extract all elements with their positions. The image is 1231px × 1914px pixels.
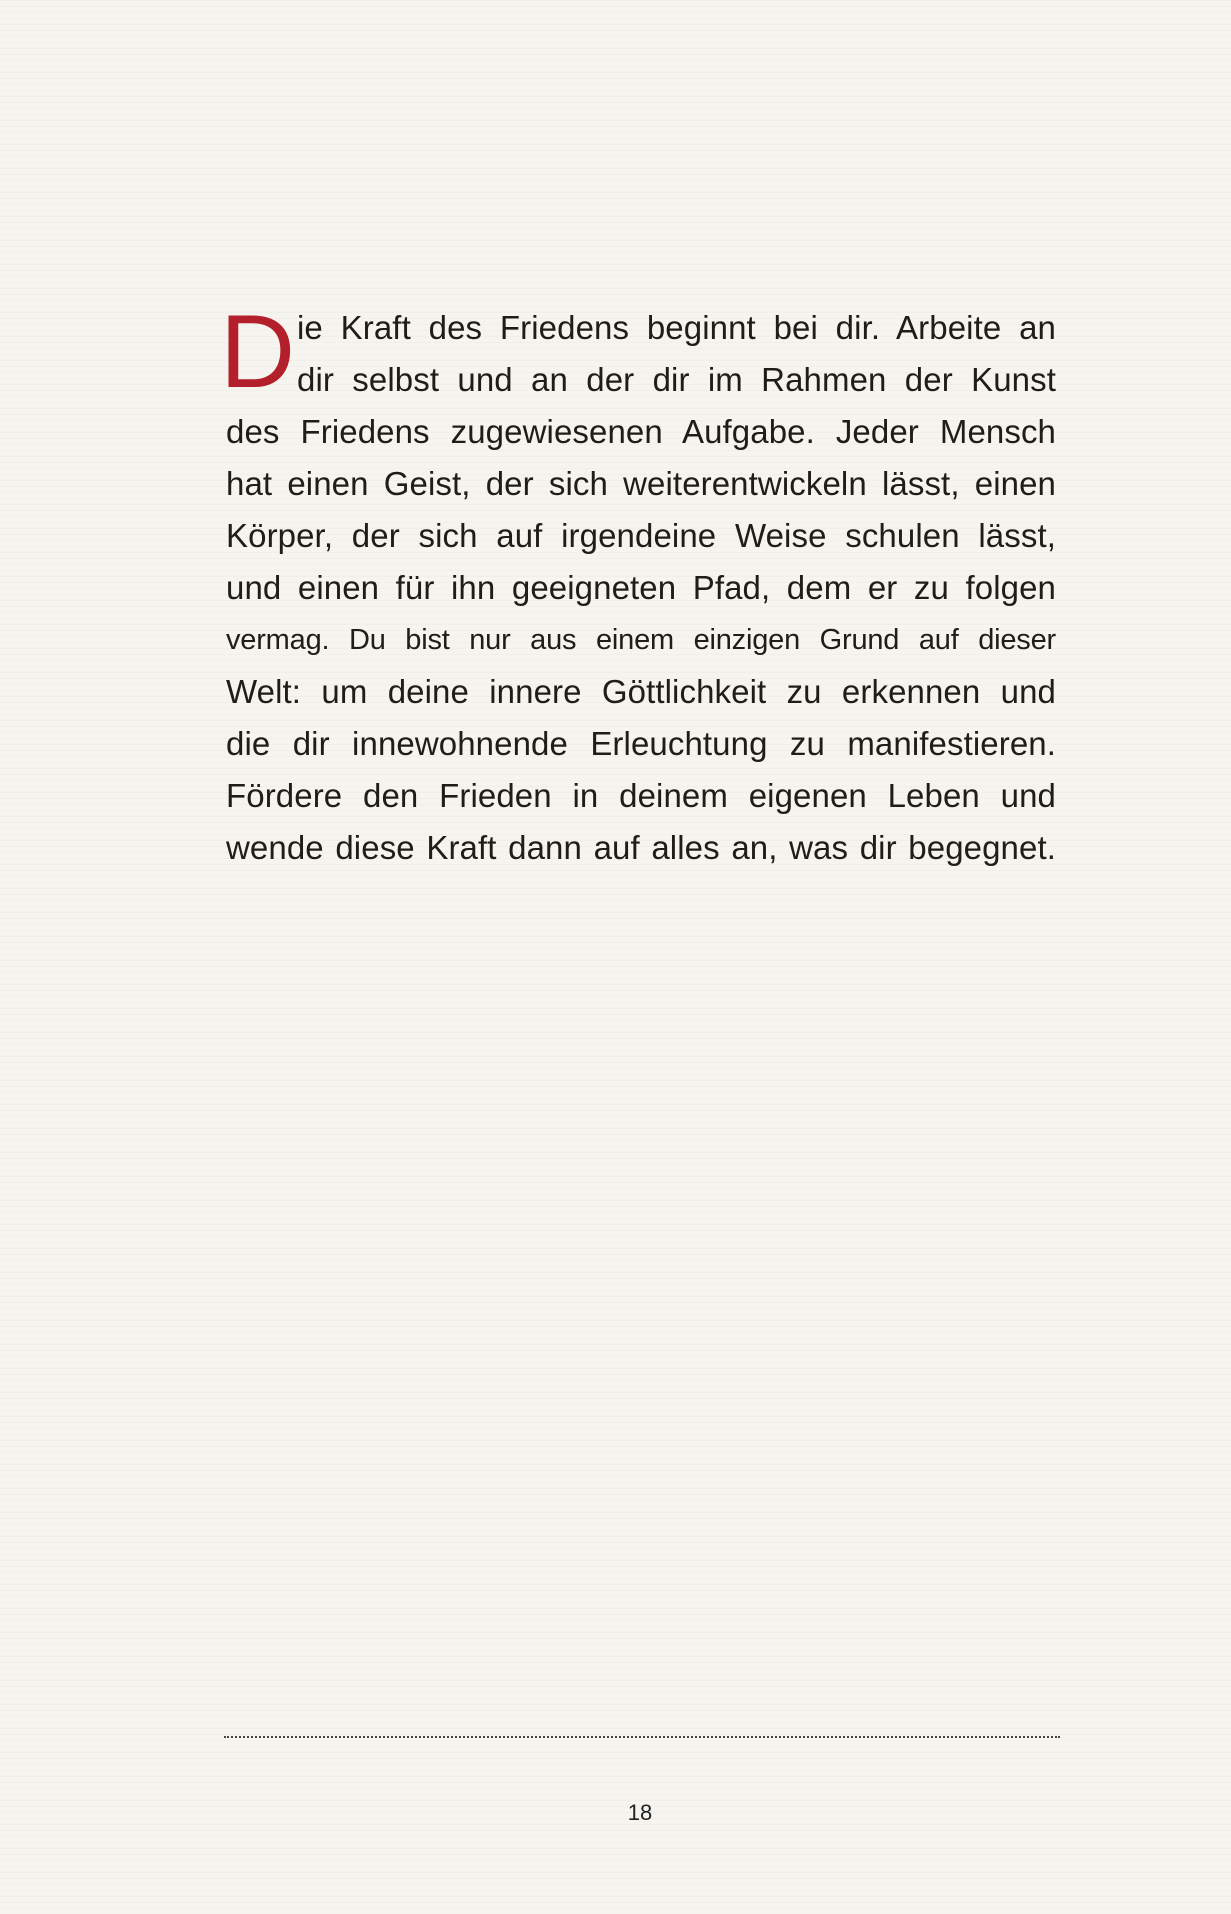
text-line: hat einen Geist, der sich weiterentwickeln lässt, einen (226, 465, 1056, 502)
drop-cap: D (220, 294, 296, 410)
text-line: Welt: um deine innere Göttlichkeit zu erkennen und (226, 673, 1056, 710)
text-line: die dir innewohnende Erleuchtung zu manifestieren. (226, 725, 1056, 762)
text-line: vermag. Du bist nur aus einem einzigen Grund auf dieser (226, 624, 1056, 656)
footer-divider (224, 1736, 1060, 1738)
text-line: und einen für ihn geeigneten Pfad, dem er zu folgen (226, 569, 1056, 606)
text-line: dir selbst und an der dir im Rahmen der Kunst (297, 361, 1056, 398)
text-line: Körper, der sich auf irgendeine Weise schulen lässt, (226, 517, 1056, 554)
text-line: wende diese Kraft dann auf alles an, was dir begegnet. (226, 829, 1056, 866)
text-line: des Friedens zugewiesenen Aufgabe. Jeder Mensch (226, 413, 1056, 450)
text-line: ie Kraft des Friedens beginnt bei dir. Arbeite an (297, 309, 1056, 346)
body-paragraph (226, 302, 1056, 874)
text-line: Fördere den Frieden in deinem eigenen Leben und (226, 777, 1056, 814)
page-number: 18 (627, 1800, 653, 1825)
